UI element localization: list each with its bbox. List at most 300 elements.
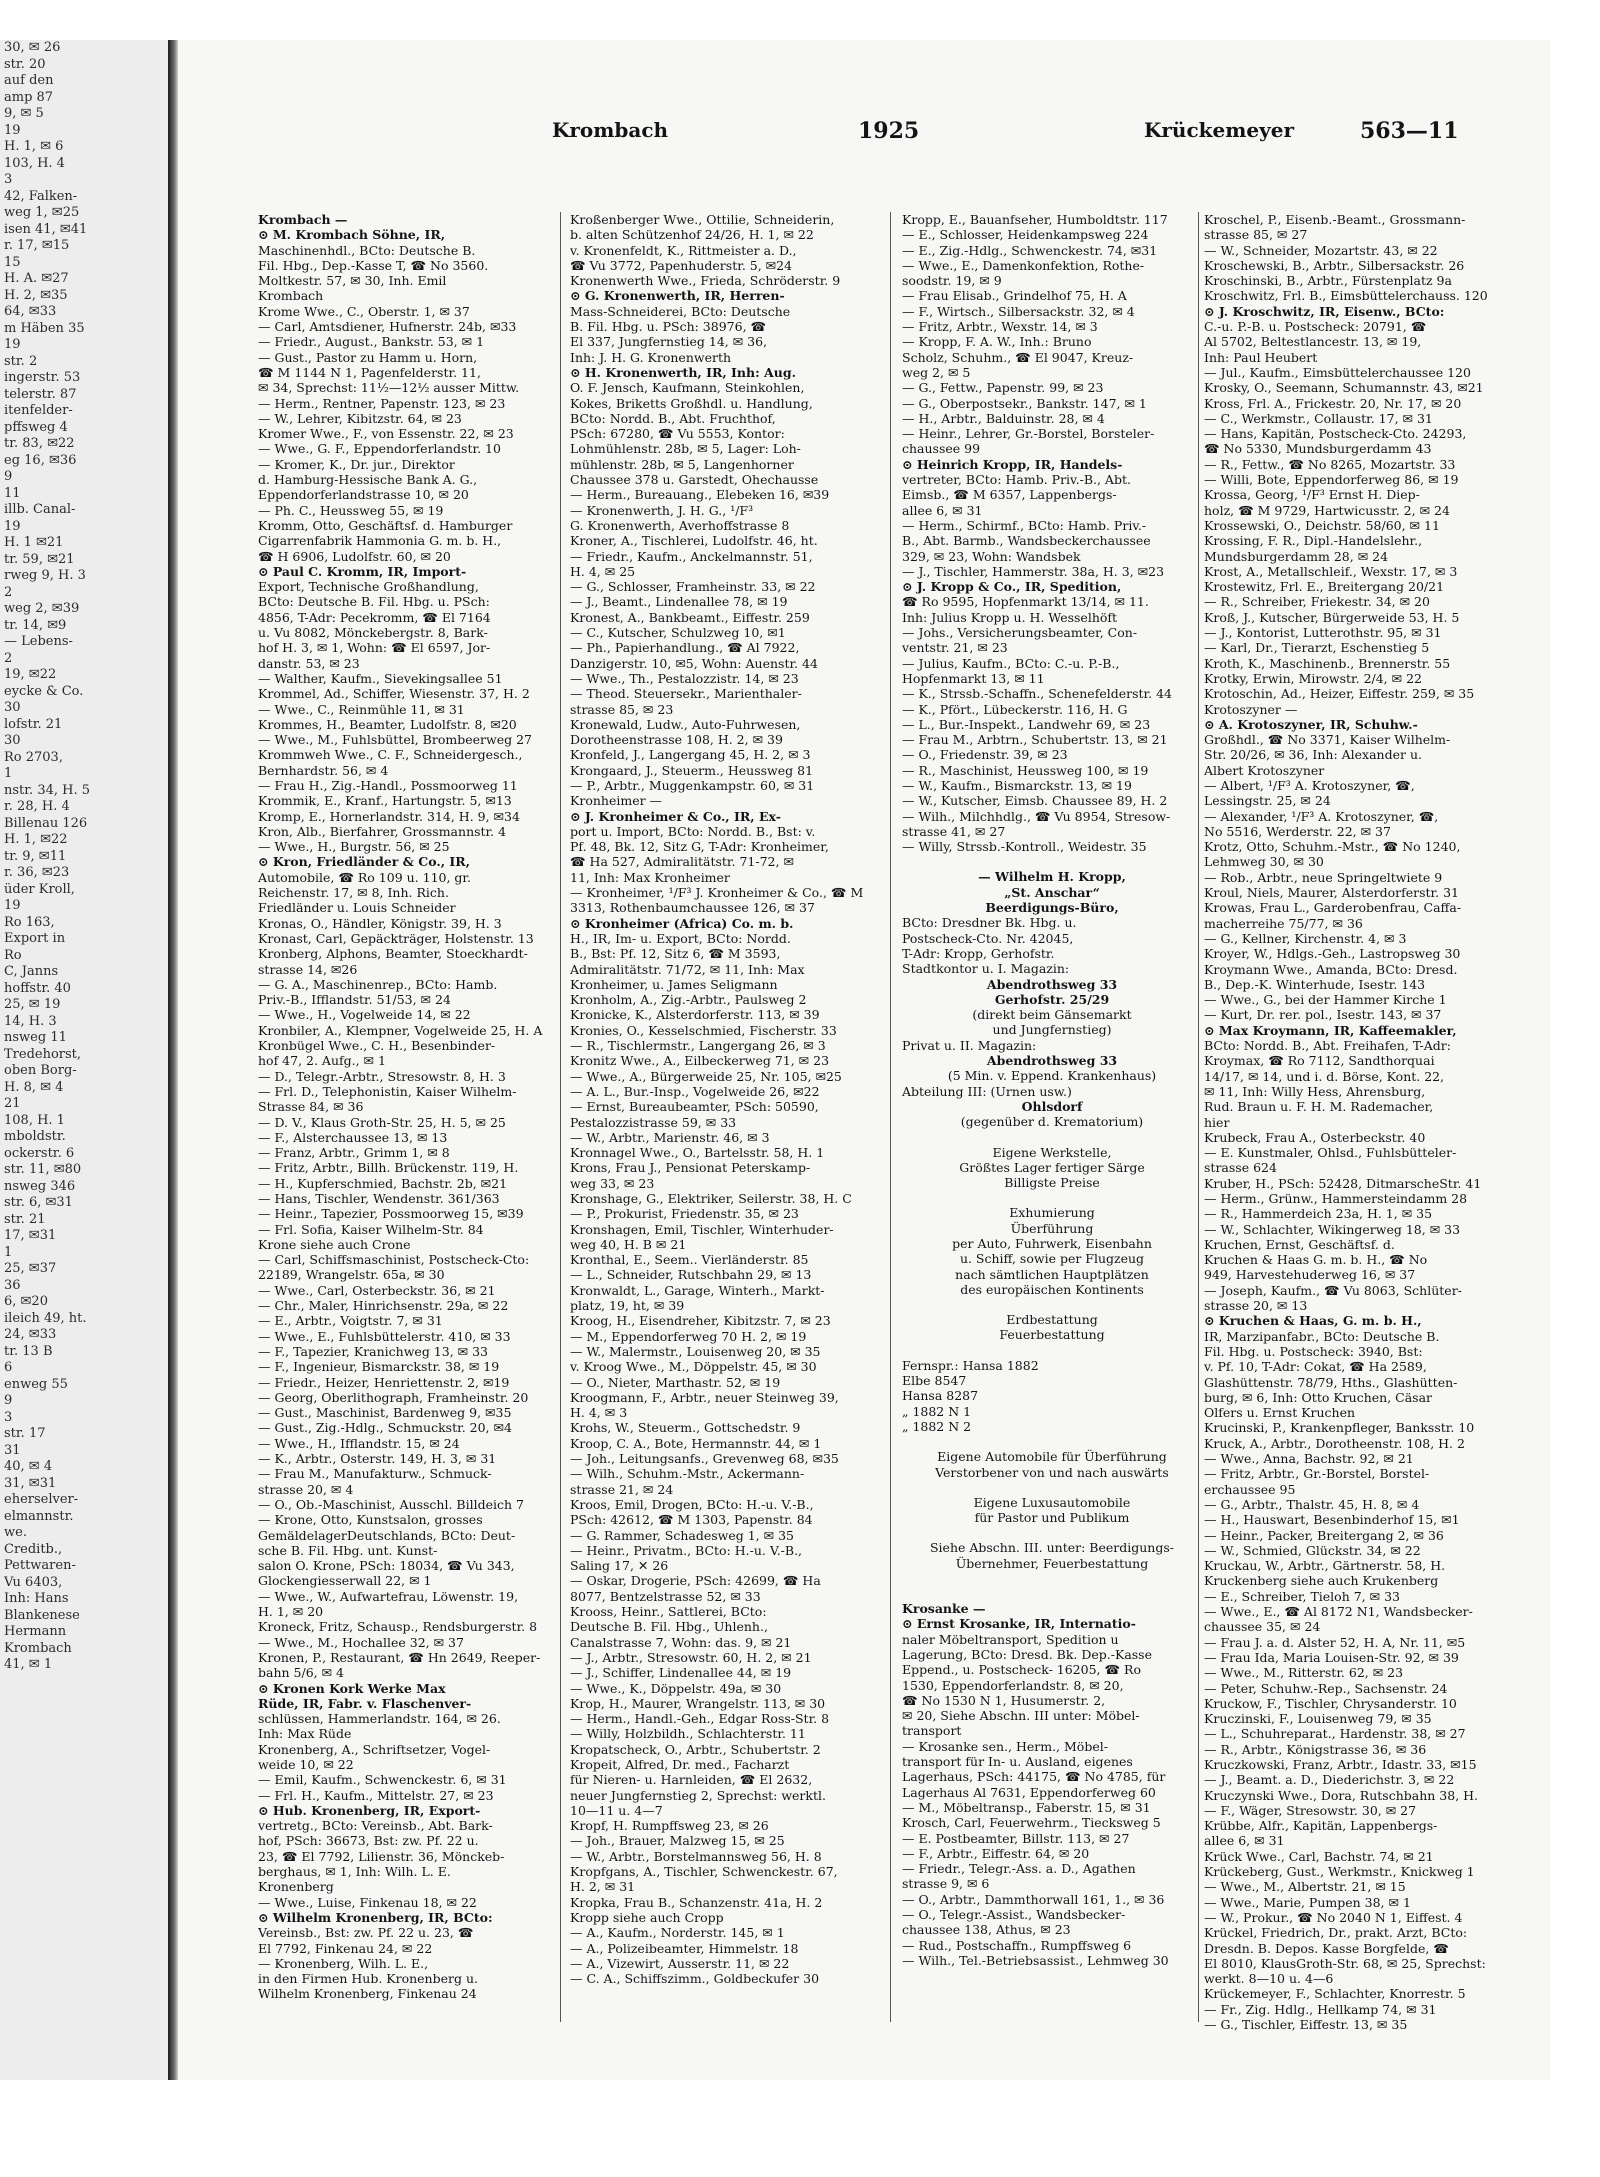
directory-entry-line: Privat u. II. Magazin: <box>902 1037 1037 1053</box>
directory-entry-line: Krommes, H., Beamter, Ludolfstr. 8, ✉20 <box>258 716 517 732</box>
directory-entry-line: hof, PSch: 36673, Bst: zw. Pf. 22 u. <box>258 1833 479 1849</box>
directory-entry-line: H. 1, ✉ 20 <box>258 1604 324 1620</box>
directory-entry-line: — Ernst, Bureaubeamter, PSch: 50590, <box>570 1099 819 1115</box>
directory-entry-line: ☎ No 5330, Mundsburgerdamm 43 <box>1204 441 1432 457</box>
directory-entry-line: — Peter, Schuhw.-Rep., Sachsenstr. 24 <box>1204 1680 1448 1696</box>
left-page-fragment: eg 16, ✉36 <box>4 452 77 468</box>
left-page-fragment: H. 1, ✉ 6 <box>4 139 64 154</box>
directory-entry-line: C.-u. P.-B. u. Postscheck: 20791, ☎ <box>1204 319 1427 335</box>
directory-entry-line: ☎ Ha 527, Admiralitätstr. 71-72, ✉ <box>570 854 794 870</box>
directory-entry-line: Kronshage, G., Elektriker, Seilerstr. 38, H. C <box>570 1191 852 1206</box>
left-page-fragment: oben Borg- <box>4 1063 77 1078</box>
directory-heading: ⊙ H. Kronenwerth, IR, Inh: Aug. <box>570 364 796 380</box>
directory-entry-line: schlüssen, Hammerlandstr. 164, ✉ 26. <box>258 1711 501 1727</box>
directory-entry-line: Kroos, Emil, Drogen, BCto: H.-u. V.-B., <box>570 1496 814 1512</box>
directory-entry-line: — Wwe., H., Ifflandstr. 15, ✉ 24 <box>258 1435 460 1451</box>
directory-entry-line: Kruczinski, F., Louisenweg 79, ✉ 35 <box>1204 1711 1432 1727</box>
directory-entry-line: — A. L., Bur.-Insp., Vogelweide 26, ✉22 <box>570 1083 820 1099</box>
directory-entry-line: Überführung <box>1010 1220 1094 1236</box>
left-page-fragment: tr. 13 B <box>4 1343 53 1359</box>
directory-entry-line: — Franz, Arbtr., Grimm 1, ✉ 8 <box>258 1145 450 1161</box>
directory-entry-line: Kronberg, Alphons, Beamter, Stoeckhardt- <box>258 946 528 962</box>
directory-heading: ⊙ Hub. Kronenberg, IR, Export- <box>258 1802 481 1818</box>
directory-entry-line: B. Fil. Hbg. u. PSch: 38976, ☎ <box>570 319 767 335</box>
directory-entry-line: Inh: Max Rüde <box>258 1726 352 1742</box>
left-page-fragment: isen 41, ✉41 <box>4 221 88 237</box>
directory-entry-line: — K., Strssb.-Schaffn., Schenefelderstr. 44 <box>902 686 1172 702</box>
directory-entry-line: chaussee 99 <box>902 441 981 457</box>
directory-entry-line: Kroop, C. A., Bote, Hermannstr. 44, ✉ 1 <box>570 1435 822 1451</box>
directory-entry-line: Bernhardstr. 56, ✉ 4 <box>258 762 389 778</box>
directory-heading: ⊙ G. Kronenwerth, IR, Herren- <box>570 288 785 304</box>
directory-entry-line: H. 4, ✉ 25 <box>570 563 636 579</box>
directory-entry-line: IR, Marzipanfabr., BCto: Deutsche B. <box>1204 1328 1440 1344</box>
left-page-fragment: Billenau 126 <box>4 815 88 831</box>
directory-entry-line: — G., Oberpostsekr., Bankstr. 147, ✉ 1 <box>902 395 1147 411</box>
left-page-fragment: 64, ✉33 <box>4 304 57 319</box>
left-page-fragment: 1 <box>4 766 13 781</box>
left-page-fragment: 21 <box>4 1096 21 1111</box>
directory-entry-line: holz, ☎ M 9729, Hartwicusstr. 2, ✉ 24 <box>1204 502 1450 518</box>
directory-entry-line: — K., Pfört., Lübeckerstr. 116, H. G <box>902 701 1128 717</box>
directory-entry-line: — Frau Ida, Maria Louisen-Str. 92, ✉ 39 <box>1204 1649 1459 1665</box>
left-page-fragment: tr. 9, ✉11 <box>4 848 67 864</box>
directory-heading: ⊙ Kruchen & Haas, G. m. b. H., <box>1204 1313 1422 1329</box>
directory-entry-line: Olfers u. Ernst Kruchen <box>1204 1405 1356 1421</box>
directory-entry-line: — Wwe., M., Albertstr. 21, ✉ 15 <box>1204 1879 1406 1895</box>
directory-entry-line: weg 40, H. B ✉ 21 <box>570 1236 687 1252</box>
directory-entry-line: — Wilh., Milchhdlg., ☎ Vu 8954, Stresow- <box>902 808 1171 824</box>
directory-entry-line: Friedländer u. Louis Schneider <box>258 900 456 916</box>
left-page-fragment: ileich 49, ht. <box>4 1310 87 1326</box>
directory-entry-line: Mundsburgerdamm 28, ✉ 24 <box>1204 548 1389 564</box>
directory-entry-line: — J., Schiffer, Lindenallee 44, ✉ 19 <box>570 1665 792 1681</box>
directory-entry-line: — Friedr., Telegr.-Ass. a. D., Agathen <box>902 1861 1136 1877</box>
directory-entry-line: — W., Arbtr., Marienstr. 46, ✉ 3 <box>570 1129 770 1145</box>
directory-entry-line: — J., Beamt. a. D., Diederichstr. 3, ✉ 22 <box>1204 1772 1455 1788</box>
directory-entry-line: macherreihe 75/77, ✉ 36 <box>1204 915 1363 931</box>
directory-entry-line: weide 10, ✉ 22 <box>258 1756 354 1772</box>
directory-entry-line: „ 1882 N 1 <box>902 1403 972 1419</box>
directory-entry-line: — Albert, ¹/F³ A. Krotoszyner, ☎, <box>1204 777 1415 793</box>
left-page-fragment: 3 <box>4 172 13 187</box>
directory-entry-line: — Wwe., H., Burgstr. 56, ✉ 25 <box>258 839 450 855</box>
directory-entry-line: Krongaard, J., Steuerm., Heussweg 81 <box>570 762 814 778</box>
directory-entry-line: Hopfenmarkt 13, ✉ 11 <box>902 670 1045 686</box>
left-page-fragment: we. <box>4 1525 27 1540</box>
directory-entry-line: (gegenüber d. Krematorium) <box>960 1114 1144 1130</box>
directory-entry-line: Krop, H., Maurer, Wrangelstr. 113, ✉ 30 <box>570 1695 826 1711</box>
directory-entry-line: strasse 20, ✉ 4 <box>258 1481 354 1497</box>
left-page-fragment: Creditb., <box>4 1541 63 1557</box>
directory-entry-line: BCto: Dresdner Bk. Hbg. u. <box>902 915 1077 931</box>
left-page-fragment: Tredehorst, <box>4 1046 82 1062</box>
directory-entry-line: — L., Schuhreparat., Hardenstr. 38, ✉ 27 <box>1204 1726 1466 1742</box>
directory-entry-line: Kroßenberger Wwe., Ottilie, Schneiderin, <box>570 212 835 227</box>
directory-entry-line: — Willi, Bote, Eppendorferweg 86, ✉ 19 <box>1204 472 1459 488</box>
directory-entry-line: — H., Hauswart, Besenbinderhof 15, ✉1 <box>1204 1512 1460 1528</box>
directory-entry-line: — Kurt, Dr. rer. pol., Isestr. 143, ✉ 37 <box>1204 1007 1442 1023</box>
left-page-fragment: 30 <box>4 700 21 715</box>
directory-entry-line: — Herm., Schirmf., BCto: Hamb. Priv.- <box>902 517 1147 533</box>
directory-entry-line: Kropfgans, A., Tischler, Schwenckestr. 67, <box>570 1864 838 1880</box>
directory-entry-line: — Friedr., Kaufm., Anckelmannstr. 51, <box>570 548 813 564</box>
directory-entry-line: — Oskar, Drogerie, PSch: 42699, ☎ Ha <box>570 1573 821 1589</box>
directory-entry-line: — Friedr., Heizer, Henriettenstr. 2, ✉19 <box>258 1374 510 1390</box>
directory-entry-line: Kronitz Wwe., A., Eilbeckerweg 71, ✉ 23 <box>570 1053 830 1069</box>
left-page-fragment: 2 <box>4 650 13 666</box>
left-page-fragment: 30, ✉ 26 <box>4 40 61 55</box>
directory-entry-line: Albert Krotoszyner <box>1204 762 1325 778</box>
directory-entry-line: O. F. Jensch, Kaufmann, Steinkohlen, <box>570 380 805 396</box>
directory-entry-line: Eppend., u. Postscheck- 16205, ☎ Ro <box>902 1662 1141 1678</box>
directory-entry-line: b. alten Schützenhof 24/26, H. 1, ✉ 22 <box>570 227 814 243</box>
directory-entry-line: hier <box>1204 1114 1230 1130</box>
directory-entry-line: T-Adr: Kropp, Gerhofstr. <box>902 945 1055 961</box>
directory-entry-line: — C. A., Schiffszimm., Goldbeckufer 30 <box>570 1971 820 1987</box>
directory-entry-line: (direkt beim Gänsemarkt <box>972 1007 1132 1023</box>
left-page-fragment: tr. 59, ✉21 <box>4 551 75 567</box>
directory-entry-line: Moltkestr. 57, ✉ 30, Inh. Emil <box>258 273 447 289</box>
directory-entry-line: — Joseph, Kaufm., ☎ Vu 8063, Schlüter- <box>1204 1282 1462 1298</box>
left-page-fragment: 42, Falken- <box>4 188 78 204</box>
directory-entry-line: sche B. Fil. Hbg. unt. Kunst- <box>258 1542 438 1558</box>
left-page-fragment: 31 <box>4 1442 21 1458</box>
directory-entry-line: Mass-Schneiderei, BCto: Deutsche <box>570 303 791 319</box>
directory-entry-line: — Wwe., H., Vogelweide 14, ✉ 22 <box>258 1007 471 1023</box>
directory-entry-line: v. Kronenfeldt, K., Rittmeister a. D., <box>570 242 797 258</box>
left-page-fragment: str. 2 <box>4 353 38 369</box>
directory-entry-line: — Wwe., E., Fuhlsbüttelerstr. 410, ✉ 33 <box>258 1328 511 1344</box>
directory-entry-line: Großhdl., ☎ No 3371, Kaiser Wilhelm- <box>1204 732 1451 748</box>
directory-entry-line: H. 4, ✉ 3 <box>570 1405 628 1421</box>
directory-entry-line: — Johs., Versicherungsbeamter, Con- <box>902 625 1138 641</box>
directory-entry-line: — Wwe., M., Fuhlsbüttel, Brombeerweg 27 <box>258 732 532 748</box>
left-page-fragment: 25, ✉37 <box>4 1261 57 1276</box>
directory-entry-line: Kruber, H., PSch: 52428, DitmarscheStr. 41 <box>1204 1175 1482 1191</box>
directory-entry-line: — Frau Elisab., Grindelhof 75, H. A <box>902 288 1127 304</box>
directory-entry-line: — Kronenberg, Wilh. L. E., <box>258 1955 429 1971</box>
directory-entry-line: — Ph., Papierhandlung., ☎ Al 7922, <box>570 640 800 656</box>
left-page-fragment: 19, ✉22 <box>4 667 57 682</box>
left-page-fragment: Vu 6403, <box>4 1574 63 1590</box>
left-page-fragment: 6 <box>4 1360 13 1375</box>
directory-entry-line: — Wwe., Th., Pestalozzistr. 14, ✉ 23 <box>570 670 799 686</box>
directory-entry-line: Dresdn. B. Depos. Kasse Borgfelde, ☎ <box>1204 1940 1449 1956</box>
directory-entry-line: El 7792, Finkenau 24, ✉ 22 <box>258 1940 433 1956</box>
directory-entry-line: Kronenberg, A., Schriftsetzer, Vogel- <box>258 1741 491 1757</box>
directory-entry-line: BCto: Nordd. B., Abt. Freihafen, T-Adr: <box>1204 1038 1451 1054</box>
directory-entry-line: BCto: Nordd. B., Abt. Fruchthof, <box>570 410 776 426</box>
directory-entry-line: Kronies, O., Kesselschmied, Fischerstr. 33 <box>570 1022 837 1038</box>
directory-entry-line: — W., Prokur., ☎ No 2040 N 1, Eiffest. 4 <box>1204 1909 1463 1925</box>
directory-entry-line: Inh: J. H. G. Kronenwerth <box>570 349 732 365</box>
directory-heading: ⊙ J. Kropp & Co., IR, Spedition, <box>902 579 1122 595</box>
left-page-fragment: 6, ✉20 <box>4 1294 48 1309</box>
directory-entry-line: Kroyer, W., Hdlgs.-Geh., Lastropsweg 30 <box>1204 946 1461 962</box>
left-page-fragment: 19 <box>4 518 21 534</box>
directory-entry-line: neuer Jungfernstieg 2, Sprechst: werktl. <box>570 1787 826 1803</box>
directory-entry-line: — E., Arbtr., Voigtstr. 7, ✉ 31 <box>258 1313 443 1329</box>
directory-entry-line: — Gust., Maschinist, Bardenweg 9, ✉35 <box>258 1405 512 1421</box>
directory-entry-line: Eigene Automobile für Überführung <box>937 1449 1167 1465</box>
header-year: 1925 <box>858 118 920 144</box>
left-page-fragment: 11 <box>4 485 21 501</box>
directory-entry-line: Krombach <box>258 288 324 304</box>
left-page-fragment: 19 <box>4 337 21 352</box>
directory-entry-line: — O., Friedenstr. 39, ✉ 23 <box>902 747 1068 763</box>
left-page-fragment: lofstr. 21 <box>4 716 63 732</box>
directory-entry-line: — J., Kontorist, Lutterothstr. 95, ✉ 31 <box>1204 625 1442 641</box>
directory-entry-line: Kronas, O., Händler, Königstr. 39, H. 3 <box>258 915 502 931</box>
directory-entry-line: — Hans, Kapitän, Postscheck-Cto. 24293, <box>1204 426 1467 442</box>
directory-entry-line: Krossa, Georg, ¹/F³ Ernst H. Diep- <box>1204 487 1420 503</box>
directory-entry-line: 10—11 u. 4—7 <box>570 1802 663 1818</box>
left-page-fragment: mboldstr. <box>4 1129 66 1144</box>
left-page-fragment: üder Kroll, <box>4 881 75 897</box>
directory-entry-line: Kruckau, W., Arbtr., Gärtnerstr. 58, H. <box>1204 1558 1446 1574</box>
directory-entry-line: Kronheimer, u. James Seligmann <box>570 976 778 992</box>
directory-entry-line: Kroneck, Fritz, Schausp., Rendsburgerstr. 8 <box>258 1619 538 1635</box>
directory-entry-line: soodstr. 19, ✉ 9 <box>902 273 1002 289</box>
directory-entry-line: Kropp siehe auch Cropp <box>570 1909 724 1925</box>
directory-entry-line: Inh: Paul Heubert <box>1204 349 1318 365</box>
directory-entry-line: — Theod. Steuersekr., Marienthaler- <box>570 686 802 702</box>
directory-entry-line: — Fritz, Arbtr., Wexstr. 14, ✉ 3 <box>902 319 1098 335</box>
directory-entry-line: — K., Arbtr., Osterstr. 149, H. 3, ✉ 31 <box>258 1451 497 1467</box>
left-page-fragment: itenfelder- <box>4 403 73 418</box>
directory-entry-line: PSch: 42612, ☎ M 1303, Papenstr. 84 <box>570 1512 813 1528</box>
directory-entry-line: Krone siehe auch Crone <box>258 1236 411 1252</box>
directory-entry-line: — Wwe., Anna, Bachstr. 92, ✉ 21 <box>1204 1451 1414 1467</box>
directory-entry-line: — F., Arbtr., Eiffestr. 64, ✉ 20 <box>902 1845 1090 1861</box>
directory-heading: Abendrothsweg 33 <box>986 976 1118 992</box>
directory-entry-line: — Willy, Holzbildh., Schlachterstr. 11 <box>570 1726 806 1742</box>
directory-entry-line: Kronnagel Wwe., O., Bartelsstr. 58, H. 1 <box>570 1145 825 1161</box>
directory-entry-line: hof H. 3, ✉ 1, Wohn: ☎ El 6597, Jor- <box>258 640 491 656</box>
directory-entry-line: Kromer Wwe., F., von Essenstr. 22, ✉ 23 <box>258 426 514 442</box>
directory-entry-line: — R., Fettw., ☎ No 8265, Mozartstr. 33 <box>1204 456 1456 472</box>
directory-entry-line: — D., Telegr.-Arbtr., Stresowstr. 8, H. 3 <box>258 1068 506 1084</box>
directory-entry-line: Kruck, A., Arbtr., Dorotheenstr. 108, H. 2 <box>1204 1435 1465 1451</box>
directory-entry-line <box>902 1480 1202 1495</box>
directory-entry-line: — Wwe., Marie, Pumpen 38, ✉ 1 <box>1204 1894 1411 1910</box>
directory-entry-line: Krons, Frau J., Pensionat Peterskamp- <box>570 1160 811 1176</box>
directory-entry-line: 4856, T-Adr: Pecekromm, ☎ El 7164 <box>258 609 491 625</box>
directory-entry-line: Krosch, Carl, Feuerwehrm., Tiecksweg 5 <box>902 1815 1161 1831</box>
directory-entry-line: erchaussee 95 <box>1204 1481 1296 1497</box>
directory-entry-line: Kroner, A., Tischlerei, Ludolfstr. 46, ht. <box>570 533 818 549</box>
directory-entry-line: Fernspr.: Hansa 1882 <box>902 1357 1039 1373</box>
directory-entry-line: Glashüttenstr. 78/79, Hths., Glashütten- <box>1204 1374 1458 1390</box>
left-page-fragment: 1 <box>4 1244 13 1260</box>
directory-entry-line: — G., Arbtr., Thalstr. 45, H. 8, ✉ 4 <box>1204 1496 1420 1512</box>
directory-heading: ⊙ Heinrich Kropp, IR, Handels- <box>902 456 1123 472</box>
directory-entry-line: vertretg., BCto: Vereinsb., Abt. Bark- <box>258 1818 493 1834</box>
left-page-fragment: 9, ✉ 5 <box>4 106 44 121</box>
directory-entry-line: d. Hamburg-Hessische Bank A. G., <box>258 472 478 488</box>
directory-entry-line: Kronewald, Ludw., Auto-Fuhrwesen, <box>570 716 801 732</box>
directory-entry-line: — W., Kaufm., Bismarckstr. 13, ✉ 19 <box>902 777 1132 793</box>
directory-entry-line: — L., Bur.-Inspekt., Landwehr 69, ✉ 23 <box>902 716 1151 732</box>
directory-entry-line: — Frl. Sofia, Kaiser Wilhelm-Str. 84 <box>258 1221 484 1237</box>
directory-entry-line: — Wwe., G., bei der Hammer Kirche 1 <box>1204 992 1447 1008</box>
directory-entry-line: — G. Rammer, Schadesweg 1, ✉ 35 <box>570 1527 794 1543</box>
left-page-fragment: Ro 163, <box>4 914 55 930</box>
directory-entry-line: Krossewski, O., Deichstr. 58/60, ✉ 11 <box>1204 517 1440 533</box>
directory-entry-line: Al 5702, Beltestlancestr. 13, ✉ 19, <box>1204 334 1422 350</box>
directory-entry-line: Lagerhaus Al 7631, Eppendorferweg 60 <box>902 1784 1156 1800</box>
directory-entry-line: Größtes Lager fertiger Särge <box>959 1159 1145 1175</box>
directory-entry-line: — Herm., Rentner, Papenstr. 123, ✉ 23 <box>258 395 506 411</box>
directory-entry-line: — Heinr., Lehrer, Gr.-Borstel, Borsteler- <box>902 426 1155 442</box>
directory-entry-line: Kruckow, F., Tischler, Chrysanderstr. 10 <box>1204 1695 1457 1711</box>
directory-entry-line: — Rud., Postschaffn., Rumpffsweg 6 <box>902 1937 1132 1953</box>
left-page-fragment: nsweg 346 <box>4 1178 76 1194</box>
directory-entry-line: Verstorbener von und nach auswärts <box>935 1464 1169 1480</box>
left-page-fragment: H. 2, ✉35 <box>4 287 68 303</box>
directory-entry-line: — Joh., Leitungsanfs., Grevenweg 68, ✉35 <box>570 1451 839 1467</box>
left-page-fragment: 108, H. 1 <box>4 1112 65 1128</box>
directory-heading: Gerhofstr. 25/29 <box>994 991 1110 1007</box>
directory-entry-line: allee 6, ✉ 31 <box>1204 1833 1285 1849</box>
directory-entry-line: — Gust., Zig.-Hdlg., Schmuckstr. 20, ✉4 <box>258 1420 512 1436</box>
directory-entry-line: — R., Tischlermstr., Langergang 26, ✉ 3 <box>570 1038 826 1054</box>
directory-entry-line: Kromm, Otto, Geschäftsf. d. Hamburger <box>258 517 513 533</box>
left-page-fragment: 36 <box>4 1277 21 1293</box>
directory-entry-line: Elbe 8547 <box>902 1373 967 1389</box>
directory-entry-line: Kruckenberg siehe auch Krukenberg <box>1204 1573 1439 1589</box>
left-page-fragment: 15 <box>4 254 21 270</box>
directory-entry-line: No 5516, Werderstr. 22, ✉ 37 <box>1204 823 1391 839</box>
left-page-fragment: ockerstr. 6 <box>4 1145 75 1161</box>
directory-entry-line: — Herm., Handl.-Geh., Edgar Ross-Str. 8 <box>570 1711 830 1727</box>
left-page-fragment: nstr. 34, H. 5 <box>4 782 90 798</box>
directory-entry-line: — Gust., Pastor zu Hamm u. Horn, <box>258 349 478 365</box>
left-page-fragment: 24, ✉33 <box>4 1327 57 1342</box>
directory-entry-line: — Walther, Kaufm., Sievekingsallee 51 <box>258 670 503 686</box>
directory-entry-line: Krotky, Erwin, Mirowstr. 2/4, ✉ 22 <box>1204 670 1422 686</box>
directory-entry-line: hof 47, 2. Aufg., ✉ 1 <box>258 1053 386 1069</box>
left-page-fragment: rweg 9, H. 3 <box>4 568 86 583</box>
directory-entry-line: Rud. Braun u. F. H. M. Rademacher, <box>1204 1099 1434 1115</box>
left-page-fragment: Pettwaren- <box>4 1558 76 1573</box>
directory-entry-line: chaussee 35, ✉ 24 <box>1204 1619 1321 1635</box>
directory-entry-line: — W., Arbtr., Borstelmannsweg 56, H. 8 <box>570 1848 822 1864</box>
directory-entry-line: — H., Arbtr., Balduinstr. 28, ✉ 4 <box>902 410 1105 426</box>
directory-entry-line: — Frau M., Manufakturw., Schmuck- <box>258 1466 492 1482</box>
directory-entry-line: El 8010, KlausGroth-Str. 68, ✉ 25, Sprechst: <box>1204 1955 1486 1971</box>
left-page-fragment: nsweg 11 <box>4 1030 67 1045</box>
directory-entry-line: Kruchen & Haas G. m. b. H., ☎ No <box>1204 1252 1428 1268</box>
left-page-fragment: Export in <box>4 931 66 946</box>
directory-entry-line: u. Vu 8082, Mönckebergstr. 8, Bark- <box>258 625 488 641</box>
directory-entry-line: berghaus, ✉ 1, Inh: Wilh. L. E. <box>258 1864 451 1880</box>
directory-entry-line: strasse 20, ✉ 13 <box>1204 1298 1308 1314</box>
directory-entry-line: Kroogmann, F., Arbtr., neuer Steinweg 39, <box>570 1389 839 1405</box>
directory-entry-line: strasse 14, ✉26 <box>258 961 358 977</box>
directory-entry-line: „ 1882 N 2 <box>902 1418 972 1434</box>
directory-entry-line: Krückemeyer, F., Schlachter, Knorrestr. 5 <box>1204 1986 1466 2002</box>
directory-entry-line: Krucinski, P., Krankenpfleger, Banksstr. 10 <box>1204 1420 1475 1436</box>
left-page-fragment: H. 1 ✉21 <box>4 535 64 550</box>
directory-entry-line: — W., Schneider, Mozartstr. 43, ✉ 22 <box>1204 242 1438 258</box>
directory-entry-line: u. Schiff, sowie per Flugzeug <box>959 1251 1145 1267</box>
directory-entry-line: Kronheimer — <box>570 793 663 809</box>
directory-entry-line: — P., Arbtr., Muggenkampstr. 60, ✉ 31 <box>570 777 815 793</box>
left-page-fragment: 9 <box>4 1393 13 1408</box>
directory-entry-line: Krommweh Wwe., C. F., Schneidergesch., <box>258 747 523 763</box>
directory-entry-line: — Heinr., Packer, Breitergang 2, ✉ 36 <box>1204 1527 1444 1543</box>
directory-heading: ⊙ Wilhelm Kronenberg, IR, BCto: <box>258 1909 493 1925</box>
left-page-fragment: eycke & Co. <box>4 683 84 699</box>
directory-entry-line: — G., Tischler, Eiffestr. 13, ✉ 35 <box>1204 2017 1408 2032</box>
directory-entry-line: Krohs, W., Steuerm., Gottschedstr. 9 <box>570 1420 801 1436</box>
directory-entry-line: — A., Vizewirt, Ausserstr. 11, ✉ 22 <box>570 1955 790 1971</box>
left-page-fragment: 2 <box>4 584 13 600</box>
directory-entry-line: — A., Kaufm., Norderstr. 145, ✉ 1 <box>570 1925 785 1941</box>
directory-entry-line: — E., Schreiber, Tieloh 7, ✉ 33 <box>1204 1588 1400 1604</box>
left-page-fragment: 31, ✉31 <box>4 1475 57 1491</box>
directory-entry-line: Eppendorferlandstrasse 10, ✉ 20 <box>258 487 469 503</box>
left-page-fragment: 103, H. 4 <box>4 155 65 171</box>
directory-entry-line: Kroschewski, B., Arbtr., Silbersackstr. 26 <box>1204 257 1465 273</box>
directory-entry-line: in den Firmen Hub. Kronenberg u. <box>258 1971 478 1987</box>
left-page-fragment: 9 <box>4 469 13 484</box>
directory-entry-line: Lagerhaus, PSch: 44175, ☎ No 4785, für <box>902 1769 1166 1785</box>
directory-entry-line: — W., Kutscher, Eimsb. Chaussee 89, H. 2 <box>902 793 1168 809</box>
directory-entry-line: — O., Telegr.-Assist., Wandsbecker- <box>902 1906 1126 1922</box>
header-left-entry: Krombach <box>552 118 669 142</box>
directory-entry-line: Kropeit, Alfred, Dr. med., Facharzt <box>570 1756 790 1772</box>
directory-entry-line: — F., Tapezier, Kranichweg 13, ✉ 33 <box>258 1343 489 1359</box>
left-page-fragment: elmannstr. <box>4 1508 74 1524</box>
directory-entry-line: — Frau H., Zig.-Handl., Possmoorweg 11 <box>258 777 518 793</box>
directory-entry-line: Automobile, ☎ Ro 109 u. 110, gr. <box>258 869 472 885</box>
directory-entry-line: — Frl. D., Telephonistin, Kaiser Wilhelm- <box>258 1083 517 1099</box>
directory-column-1 <box>258 212 550 2032</box>
directory-entry-line: Canalstrasse 7, Wohn: das. 9, ✉ 21 <box>570 1634 792 1650</box>
directory-heading: ⊙ Kron, Friedländer & Co., IR, <box>258 854 470 870</box>
directory-entry-line: weg 2, ✉ 5 <box>902 364 971 380</box>
directory-entry-line: — Fritz, Arbtr., Gr.-Borstel, Borstel- <box>1204 1466 1430 1482</box>
directory-entry-line: Eigene Werkstelle, <box>992 1144 1112 1160</box>
left-page-fragment: amp 87 <box>4 89 54 105</box>
directory-entry-line: — Hans, Tischler, Wendenstr. 361/363 <box>258 1191 500 1206</box>
directory-entry-line: transport für In- u. Ausland, eigenes <box>902 1754 1133 1770</box>
directory-entry-line: — Wwe., E., ☎ Al 8172 N1, Wandsbecker- <box>1204 1604 1473 1620</box>
directory-entry-line: chaussee 138, Athus, ✉ 23 <box>902 1922 1071 1938</box>
left-page-fragment: str. 6, ✉31 <box>4 1195 73 1210</box>
directory-entry-line: Krowas, Frau L., Garderobenfrau, Caffa- <box>1204 900 1462 916</box>
directory-entry-line: Kruchen, Ernst, Geschäftsf. d. <box>1204 1236 1395 1252</box>
left-page-fragment: 25, ✉ 19 <box>4 997 61 1012</box>
directory-entry-line: Fil. Hbg., Dep.-Kasse T, ☎ No 3560. <box>258 257 489 273</box>
directory-entry-line: Kroth, K., Maschinenb., Brennerstr. 55 <box>1204 655 1451 671</box>
directory-entry-line: mühlenstr. 28b, ✉ 5, Langenhorner <box>570 456 794 472</box>
directory-entry-line <box>902 1586 1202 1601</box>
directory-entry-line <box>902 1571 1202 1586</box>
directory-entry-line: Kroß, J., Kutscher, Bürgerweide 53, H. 5 <box>1204 609 1460 625</box>
directory-entry-line: Krosky, O., Seemann, Schumannstr. 43, ✉21 <box>1204 380 1484 396</box>
directory-entry-line: Krommel, Ad., Schiffer, Wiesenstr. 37, H. 2 <box>258 686 530 702</box>
directory-entry-line: Deutsche B. Fil. Hbg., Uhlenh., <box>570 1619 768 1635</box>
directory-entry-line: — Wwe., M., Ritterstr. 62, ✉ 23 <box>1204 1665 1404 1681</box>
left-page-fragment: H. 8, ✉ 4 <box>4 1079 64 1095</box>
directory-entry-line: — Jul., Kaufm., Eimsbüttelerchaussee 120 <box>1204 364 1471 380</box>
directory-entry-line: Krück Wwe., Carl, Bachstr. 74, ✉ 21 <box>1204 1848 1434 1864</box>
directory-entry-line: — Rob., Arbtr., neue Springeltwiete 9 <box>1204 869 1443 885</box>
